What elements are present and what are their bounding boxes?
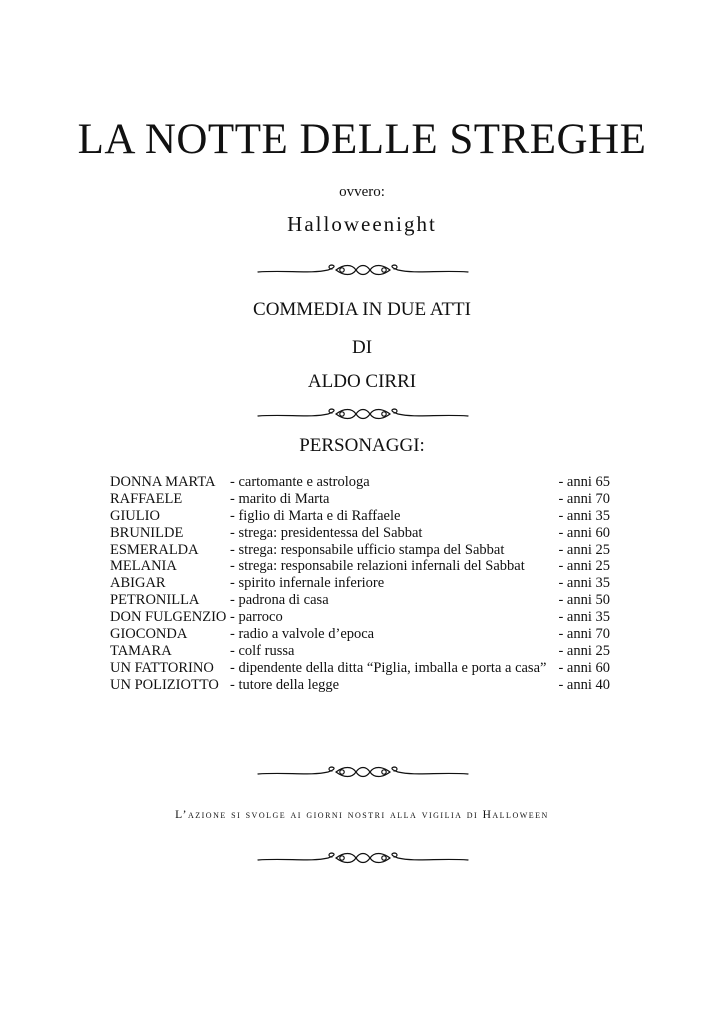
cast-age: - anni 60	[558, 659, 610, 676]
cast-age: - anni 40	[558, 676, 610, 693]
cast-row	[110, 626, 610, 643]
cast-row	[110, 474, 610, 491]
cast-name: GIOCONDA	[110, 626, 188, 643]
cast-age: - anni 25	[558, 558, 610, 575]
setting-note: L’azione si svolge ai giorni nostri alla vigilia di Halloween	[175, 809, 549, 821]
cast-description: - dipendente della ditta “Piglia, imballa e porta a casa”	[230, 659, 547, 676]
scroll-divider-icon	[256, 262, 470, 278]
cast-row	[110, 491, 610, 508]
cast-row	[110, 643, 610, 660]
cast-name: RAFFAELE	[110, 490, 183, 507]
cast-description: - padrona di casa	[230, 592, 329, 609]
cast-name: TAMARA	[110, 642, 172, 659]
by-line: DI	[351, 337, 373, 358]
cast-name: ESMERALDA	[110, 541, 199, 558]
cast-age: - anni 35	[558, 575, 610, 592]
author: ALDO CIRRI	[307, 371, 417, 392]
cast-row	[110, 558, 610, 575]
cast-description: - strega: responsabile relazioni infernali del Sabbat	[230, 558, 525, 575]
cast-row	[110, 592, 610, 609]
scroll-divider-icon	[256, 850, 470, 866]
cast-description: - parroco	[230, 609, 283, 626]
cast-name: UN FATTORINO	[110, 659, 214, 676]
play-title: LA NOTTE DELLE STREGHE	[77, 116, 647, 163]
cast-name: GIULIO	[110, 507, 160, 524]
cast-age: - anni 25	[558, 642, 610, 659]
cast-name: MELANIA	[110, 558, 177, 575]
scroll-divider-icon	[256, 764, 470, 780]
cast-description: - colf russa	[230, 642, 295, 659]
cast-row	[110, 575, 610, 592]
cast-name: PETRONILLA	[110, 592, 200, 609]
cast-age: - anni 60	[558, 524, 610, 541]
cast-description: - radio a valvole d’epoca	[230, 626, 375, 643]
cast-description: - strega: presidentessa del Sabbat	[230, 524, 423, 541]
cast-description: - strega: responsabile ufficio stampa del Sabbat	[230, 541, 505, 558]
cast-age: - anni 70	[558, 626, 610, 643]
cast-age: - anni 35	[558, 507, 610, 524]
cast-description: - figlio di Marta e di Raffaele	[230, 507, 401, 524]
cast-row	[110, 525, 610, 542]
cast-age: - anni 25	[558, 541, 610, 558]
cast-age: - anni 35	[558, 609, 610, 626]
cast-row	[110, 542, 610, 559]
subtitle: Halloweenight	[287, 212, 437, 236]
characters-heading: PERSONAGGI:	[299, 435, 425, 456]
cast-row	[110, 609, 610, 626]
genre: COMMEDIA IN DUE ATTI	[253, 299, 471, 320]
cast-age: - anni 50	[558, 592, 610, 609]
cast-name: DONNA MARTA	[110, 474, 216, 490]
cast-list	[110, 474, 610, 694]
cast-row	[110, 677, 610, 694]
cast-name: BRUNILDE	[110, 524, 184, 541]
subtitle-prefix: ovvero:	[339, 184, 385, 200]
cast-description: - tutore della legge	[230, 676, 340, 693]
scroll-divider-icon	[256, 406, 470, 422]
cast-description: - marito di Marta	[230, 490, 330, 507]
cast-age: - anni 70	[558, 490, 610, 507]
cast-description: - cartomante e astrologa	[230, 474, 370, 490]
cast-row	[110, 660, 610, 677]
cast-age: - anni 65	[558, 474, 610, 490]
cast-name: ABIGAR	[110, 575, 166, 592]
cast-name: UN POLIZIOTTO	[110, 676, 219, 693]
cast-row	[110, 508, 610, 525]
cast-description: - spirito infernale inferiore	[230, 575, 385, 592]
cast-name: DON FULGENZIO	[110, 609, 227, 626]
